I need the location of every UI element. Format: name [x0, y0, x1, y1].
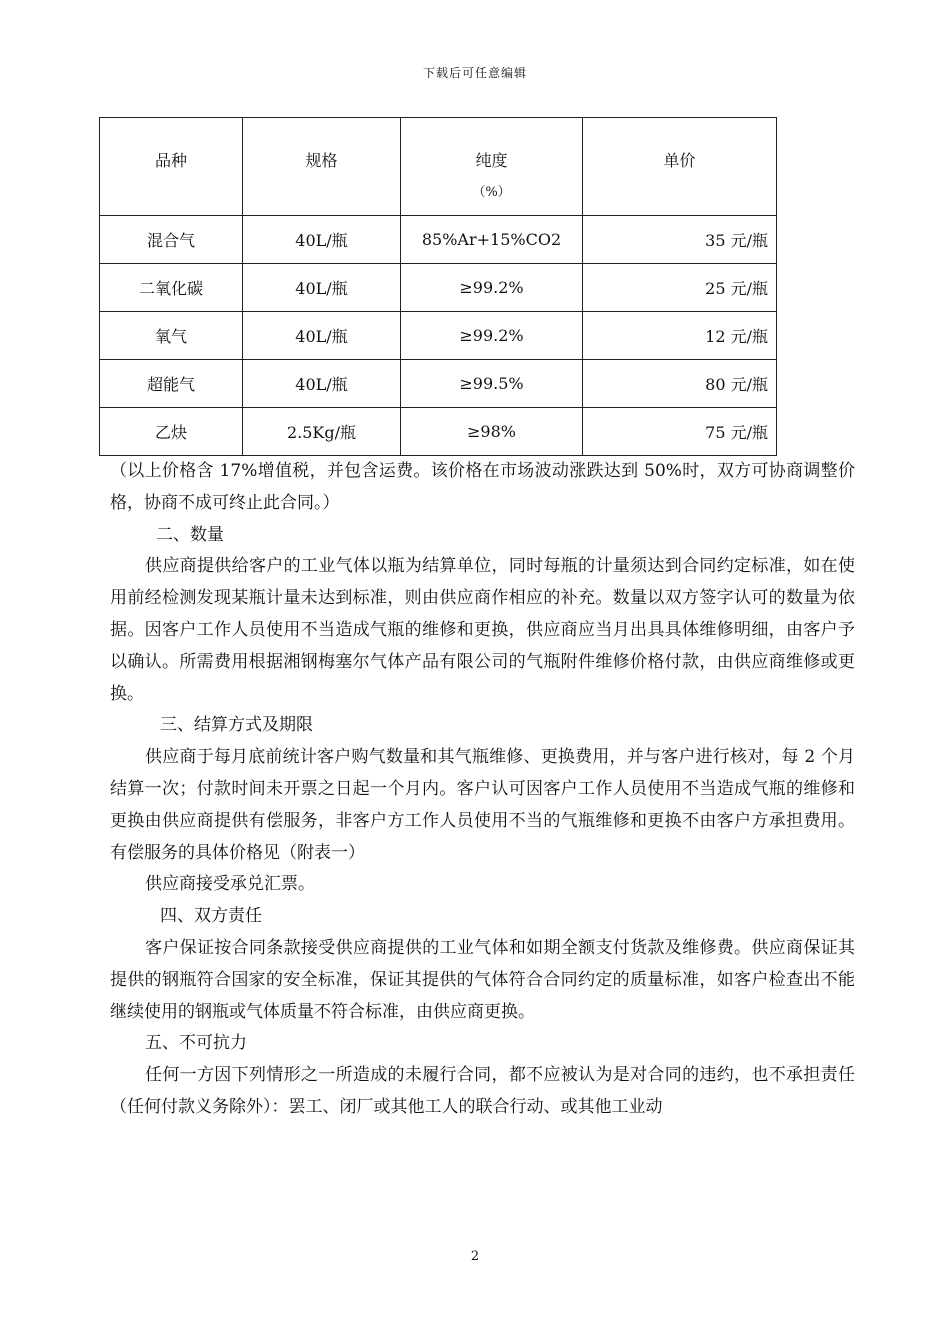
cell-variety: 超能气 — [100, 360, 243, 408]
cell-purity: 85%Ar+15%CO2 — [401, 216, 583, 264]
table-row — [100, 408, 777, 456]
price-table — [99, 117, 777, 456]
cell-variety: 乙炔 — [100, 408, 243, 456]
cell-variety: 混合气 — [100, 216, 243, 264]
cell-spec: 40L/瓶 — [243, 216, 401, 264]
table-row — [100, 264, 777, 312]
section-body-acceptance: 供应商接受承兑汇票。 — [145, 874, 315, 895]
section-heading-quantity: 二、数量 — [156, 524, 224, 545]
cell-purity: ≥99.2% — [401, 312, 583, 360]
table-header-row — [100, 118, 777, 216]
header-purity: 纯度 （%） — [401, 118, 583, 216]
cell-price: 75 元/瓶 — [583, 408, 777, 456]
header-price: 单价 — [583, 118, 777, 216]
cell-spec: 40L/瓶 — [243, 264, 401, 312]
cell-spec: 2.5Kg/瓶 — [243, 408, 401, 456]
contract-body — [110, 456, 855, 1124]
cell-spec: 40L/瓶 — [243, 360, 401, 408]
section-body-responsibilities: 客户保证按合同条款接受供应商提供的工业气体和如期全额支付货款及维修费。供应商保证其提供的钢瓶符合国家的安全标准，保证其提供的气体符合合同约定的质量标准，如客户检查出不能继续使用的钢瓶或气体质量不符合标准，由供应商更换。 — [110, 937, 855, 1022]
page-number: 2 — [470, 1249, 480, 1264]
cell-purity: ≥99.5% — [401, 360, 583, 408]
price-note: （以上价格含 17%增值税，并包含运费。该价格在市场波动涨跌达到 50%时，双方可协商调整价格，协商不成可终止此合同。） — [110, 461, 855, 513]
section-body-settlement: 供应商于每月底前统计客户购气数量和其气瓶维修、更换费用，并与客户进行核对，每 2 个月结算一次；付款时间未开票之日起一个月内。客户认可因客户工作人员使用不当造成气瓶的维修和更换由供应商提供有偿服务，非客户方工作人员使用不当的气瓶维修和更换不由客户方承担费用。有偿服务的具体价格见（附表一） — [110, 747, 855, 863]
header-purity-unit: （%） — [472, 185, 511, 200]
table-row — [100, 360, 777, 408]
cell-variety: 二氧化碳 — [100, 264, 243, 312]
cell-price: 12 元/瓶 — [583, 312, 777, 360]
cell-purity: ≥98% — [401, 408, 583, 456]
cell-price: 80 元/瓶 — [583, 360, 777, 408]
header-spec: 规格 — [243, 118, 401, 216]
table-row — [100, 216, 777, 264]
section-body-quantity: 供应商提供给客户的工业气体以瓶为结算单位，同时每瓶的计量须达到合同约定标准，如在使用前经检测发现某瓶计量未达到标准，则由供应商作相应的补充。数量以双方签字认可的数量为依据。因客户工作人员使用不当造成气瓶的维修和更换，供应商应当月出具具体维修明细，由客户予以确认。所需费用根据湘钢梅塞尔气体产品有限公司的气瓶附件维修价格付款，由供应商维修或更换。 — [110, 556, 855, 704]
header-variety: 品种 — [100, 118, 243, 216]
section-body-force-majeure: 任何一方因下列情形之一所造成的未履行合同，都不应被认为是对合同的违约，也不承担责任（任何付款义务除外）：罢工、闭厂或其他工人的联合行动、或其他工业动 — [110, 1065, 855, 1117]
header-note: 下载后可任意编辑 — [422, 66, 527, 80]
section-heading-settlement: 三、结算方式及期限 — [160, 715, 313, 736]
cell-price: 25 元/瓶 — [583, 264, 777, 312]
cell-price: 35 元/瓶 — [583, 216, 777, 264]
table-row — [100, 312, 777, 360]
section-heading-responsibilities: 四、双方责任 — [160, 906, 262, 927]
section-heading-force-majeure: 五、不可抗力 — [145, 1033, 247, 1054]
cell-purity: ≥99.2% — [401, 264, 583, 312]
cell-variety: 氧气 — [100, 312, 243, 360]
cell-spec: 40L/瓶 — [243, 312, 401, 360]
